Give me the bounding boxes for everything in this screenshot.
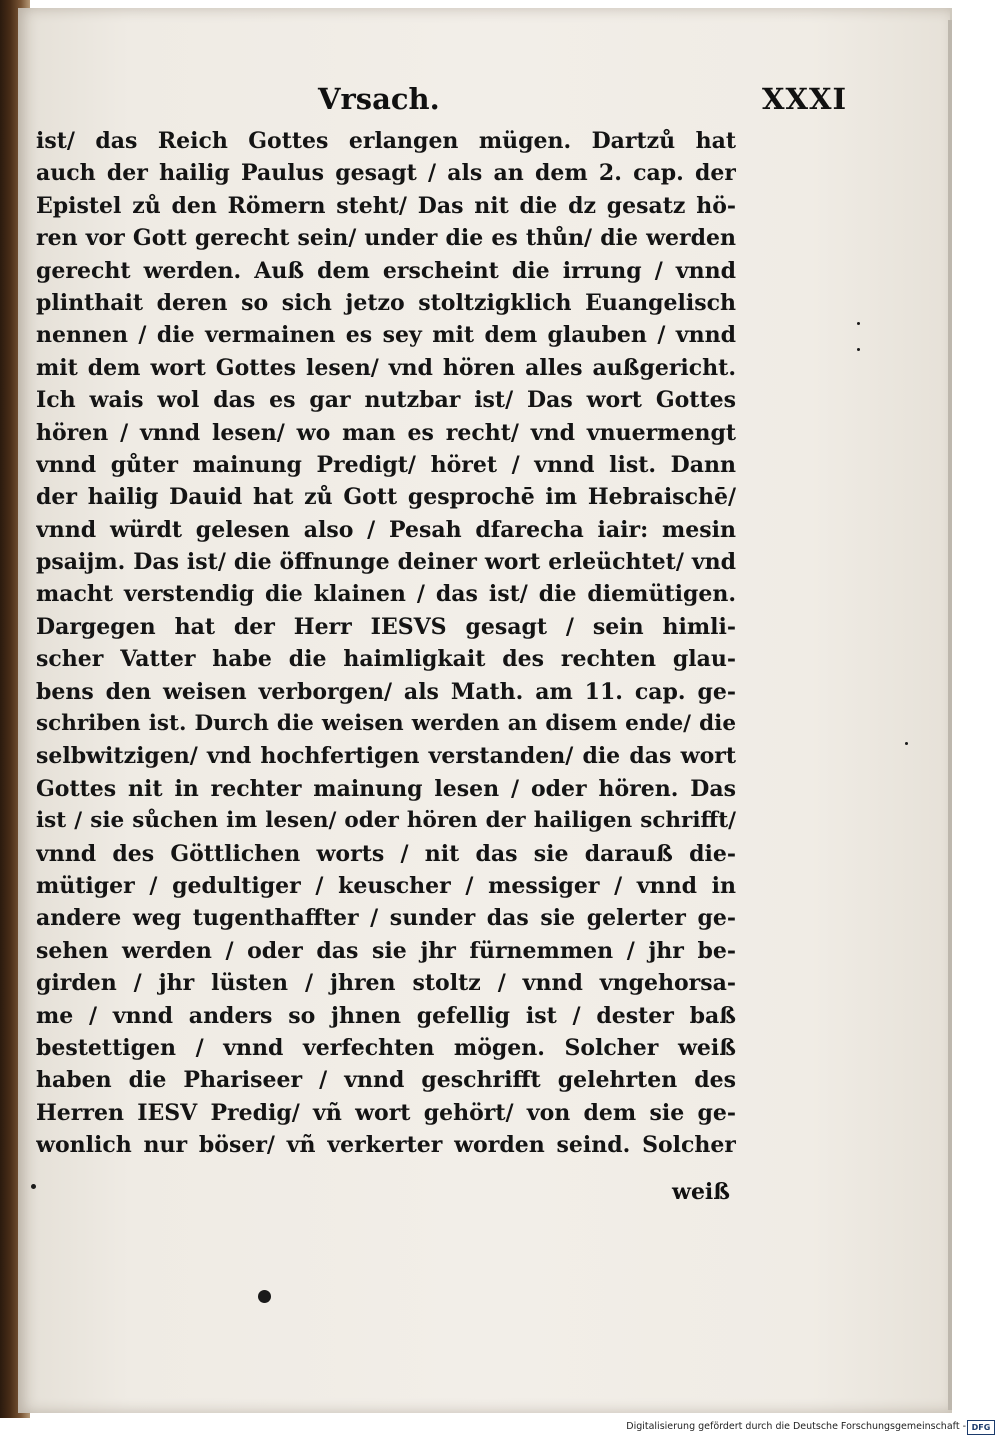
text-line: girden / jhr lüsten / jhren stoltz / vnnd vngehorsa- (36, 970, 736, 997)
text-line: bens den weisen verborgen/ als Math. am 11. cap. ge- (36, 678, 736, 705)
dfg-logo: DFG (967, 1420, 995, 1435)
text-line: Dargegen hat der Herr IESVS gesagt / sein himli- (36, 613, 736, 640)
text-line: schriben ist. Durch die weisen werden an disem ende/ die (36, 711, 736, 737)
text-line: haben die Phariseer / vnnd geschrifft gelehrten des (36, 1067, 736, 1094)
text-line: sehen werden / oder das sie jhr fürnemmen / jhr be- (36, 937, 736, 964)
ink-speck (905, 742, 908, 745)
text-line: Herren IESV Predig/ vñ wort gehört/ von dem sie ge- (36, 1099, 736, 1126)
footer-credit: Digitalisierung gefördert durch die Deutsche Forschungsgemeinschaft - (626, 1421, 966, 1432)
text-line: vnnd des Göttlichen worts / nit das sie darauß die- (36, 840, 736, 867)
text-line: ren vor Gott gerecht sein/ under die es thůn/ die werden (36, 225, 736, 252)
text-line: plinthait deren so sich jetzo stoltzigklich Euangelisch (36, 289, 736, 316)
text-line: auch der hailig Paulus gesagt / als an dem 2. cap. der (36, 160, 736, 187)
text-line: wonlich nur böser/ vñ verkerter worden seind. Solcher (36, 1132, 736, 1159)
text-line: Epistel zů den Römern steht/ Das nit die dz gesatz hö- (36, 192, 736, 219)
catchword: weiß (672, 1179, 731, 1205)
folio-number: XXXI (762, 82, 848, 116)
page-edge (948, 20, 952, 1410)
ink-speck (31, 1184, 36, 1189)
text-line: ist/ das Reich Gottes erlangen mügen. Dartzů hat (36, 128, 736, 154)
text-line: macht verstendig die klainen / das ist/ die diemütigen. (36, 581, 736, 608)
ink-speck (258, 1290, 271, 1303)
text-line: hören / vnnd lesen/ wo man es recht/ vnd vnuermengt (36, 419, 736, 446)
text-line: vnnd gůter mainung Predigt/ höret / vnnd list. Dann (36, 451, 736, 478)
text-line: der hailig Dauid hat zů Gott gesprochē im Hebraischē/ (36, 484, 736, 511)
text-line: mütiger / gedultiger / keuscher / messiger / vnnd in (36, 872, 736, 899)
text-line: bestettigen / vnnd verfechten mögen. Solcher weiß (36, 1034, 736, 1061)
text-line: me / vnnd anders so jhnen gefellig ist / dester baß (36, 1002, 736, 1029)
text-line: psaijm. Das ist/ die öffnunge deiner wort erleüchtet/ vnd (36, 549, 736, 576)
text-line: gerecht werden. Auß dem erscheint die irrung / vnnd (36, 257, 736, 284)
ink-speck (857, 322, 860, 325)
text-line: mit dem wort Gottes lesen/ vnd hören alles außgericht. (36, 354, 736, 381)
text-line: Ich wais wol das es gar nutzbar ist/ Das wort Gottes (36, 387, 736, 414)
text-line: scher Vatter habe die haimligkait des rechten glau- (36, 646, 736, 673)
ink-speck (857, 348, 860, 351)
text-line: ist / sie sůchen im lesen/ oder hören der hailigen schrifft/ (36, 808, 736, 834)
text-line: Gottes nit in rechter mainung lesen / oder hören. Das (36, 775, 736, 802)
text-line: andere weg tugenthaffter / sunder das sie gelerter ge- (36, 905, 736, 932)
text-line: vnnd würdt gelesen also / Pesah dfarecha iair: mesin (36, 516, 736, 543)
text-line: selbwitzigen/ vnd hochfertigen verstanden/ die das wort (36, 743, 736, 770)
running-head: Vrsach. (318, 82, 440, 116)
body-text-block (36, 125, 736, 1162)
text-line: nennen / die vermainen es sey mit dem glauben / vnnd (36, 322, 736, 349)
